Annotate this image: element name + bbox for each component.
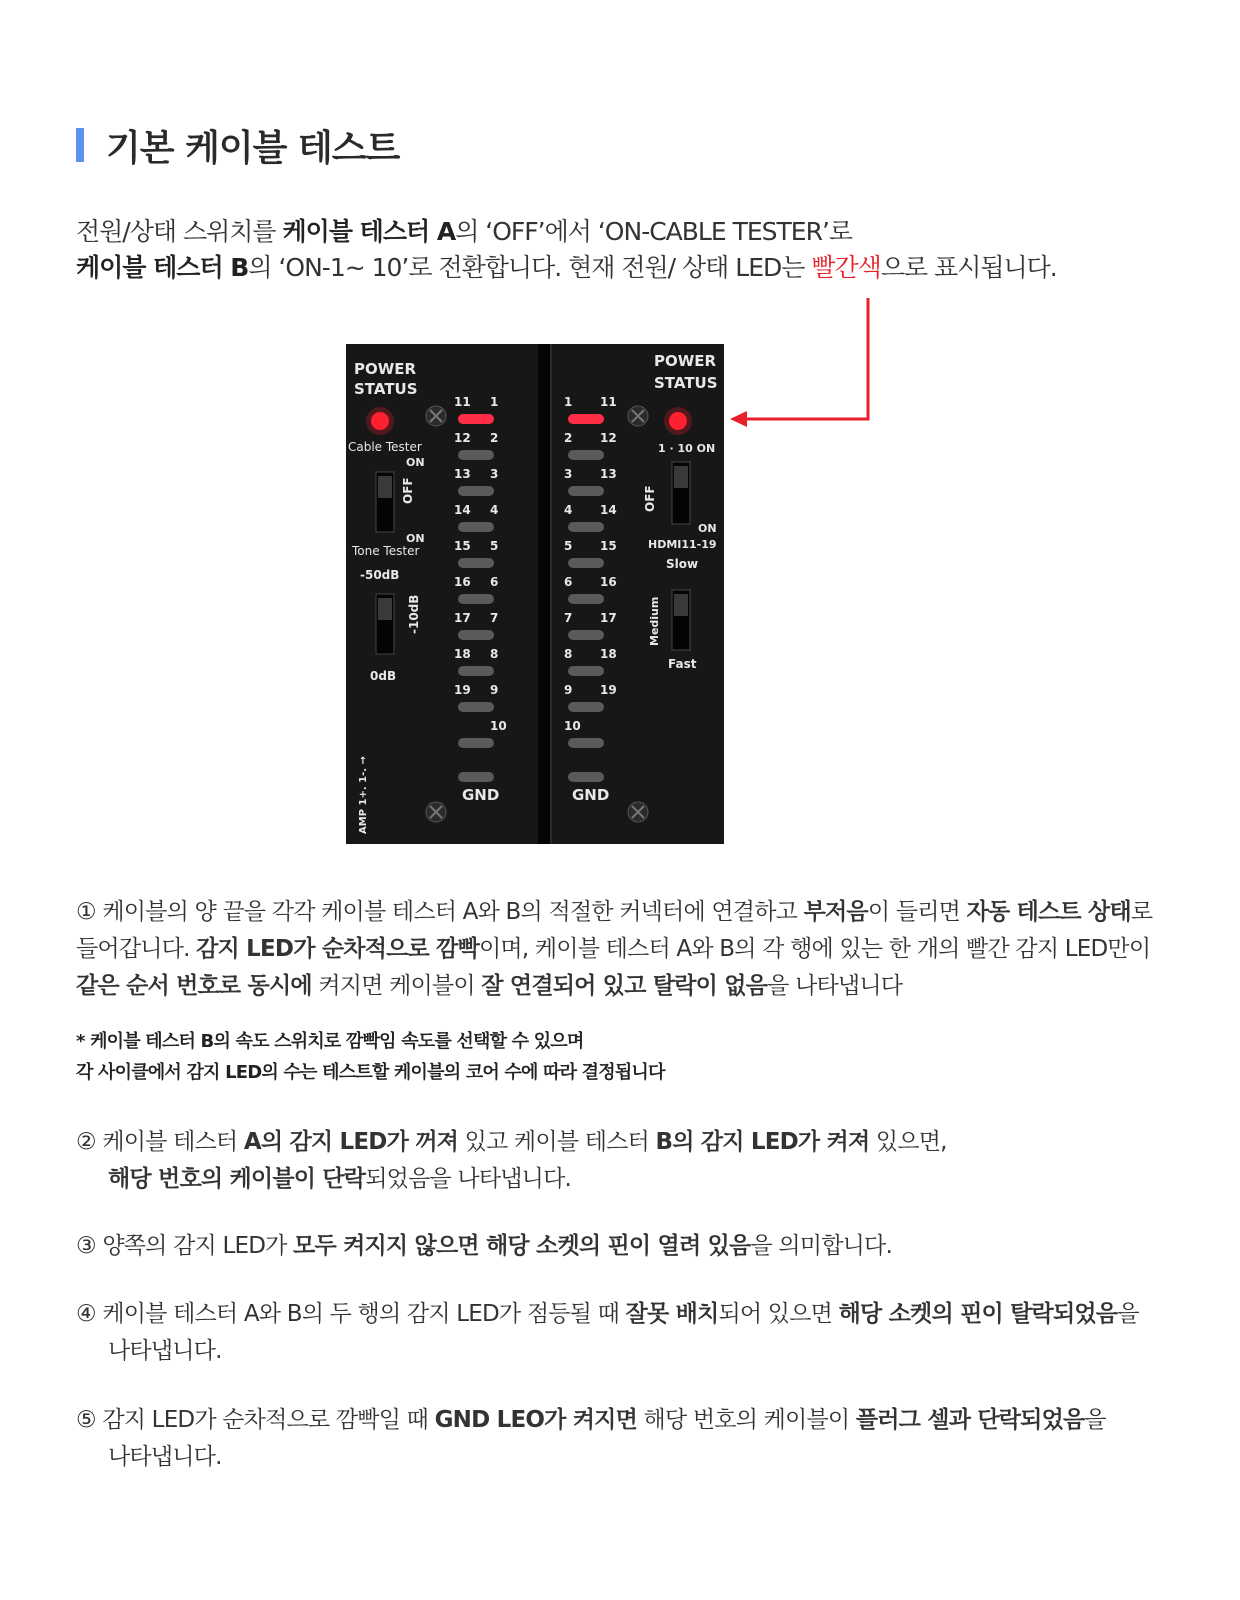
led-gnd <box>458 772 494 782</box>
medium-label: Medium <box>648 596 661 646</box>
page-title: 기본 케이블 테스트 <box>106 128 400 169</box>
item-emphasis: 잘 연결되어 있고 탈락이 없음 <box>481 973 768 999</box>
led-off <box>458 702 494 712</box>
item-text: 을 나타냅니다 <box>767 973 903 999</box>
intro-paragraph <box>76 214 1057 286</box>
item-text: ④ 케이블 테스터 A와 B의 두 행의 감지 LED가 점등될 때 <box>76 1301 626 1327</box>
led-number-label: 6 <box>490 575 499 589</box>
led-off <box>568 450 604 460</box>
cable-tester-label: Cable Tester <box>348 440 422 454</box>
led-number-label: 13 <box>600 467 617 481</box>
on-label: ON <box>698 522 717 535</box>
led-number-label: 14 <box>600 503 617 517</box>
led-number-label: 4 <box>490 503 499 517</box>
switch-knob <box>674 466 688 488</box>
led-off <box>568 666 604 676</box>
led-off <box>458 594 494 604</box>
led-number-label: 1 <box>490 395 499 409</box>
screw-icon <box>628 406 648 426</box>
item-text: 나타냅니다. <box>108 1444 222 1470</box>
item-emphasis: 잘못 배치 <box>625 1301 719 1327</box>
item-4 <box>76 1296 1139 1370</box>
led-number-label: 16 <box>600 575 617 589</box>
item-text: 을 의미합니다. <box>750 1233 892 1259</box>
on-range-label: 1 · 10 ON <box>658 442 716 455</box>
led-number-label: 5 <box>490 539 499 553</box>
led-number-label: 6 <box>564 575 573 589</box>
item-text: 되어 있으면 <box>718 1301 839 1327</box>
led-off <box>568 486 604 496</box>
on-label: ON <box>406 532 425 545</box>
power-label: POWER <box>354 360 417 378</box>
item-emphasis: 같은 순서 번호로 동시에 <box>76 973 312 999</box>
led-number-label: 11 <box>600 395 617 409</box>
hdmi-label: HDMI11-19 <box>648 538 717 551</box>
item-emphasis: A의 감지 LED가 꺼져 <box>243 1129 459 1155</box>
cable-tester-photo <box>346 344 724 844</box>
item-text: 들어갑니다. <box>76 936 197 962</box>
item-emphasis: 해당 소켓의 핀이 탈락되었음 <box>838 1301 1118 1327</box>
led-off <box>568 594 604 604</box>
led-off <box>458 486 494 496</box>
intro-text: 의 ‘ON-1~ 10’로 전환합니다. 현재 전원/ 상태 LED는 <box>248 253 812 282</box>
item-3 <box>76 1228 892 1265</box>
led-number-label: 15 <box>600 539 617 553</box>
led-number-label: 19 <box>600 683 617 697</box>
led-number-label: 9 <box>564 683 573 697</box>
led-number-label: 4 <box>564 503 573 517</box>
led-number-label: 17 <box>600 611 617 625</box>
led-number-label: 11 <box>454 395 471 409</box>
status-label: STATUS <box>354 380 418 398</box>
led-number-label: 7 <box>564 611 573 625</box>
led-off <box>568 630 604 640</box>
item-text: 이며, 케이블 테스터 A와 B의 각 행에 있는 한 개의 빨간 감지 LED만이 <box>479 936 1151 962</box>
led-off <box>568 702 604 712</box>
db-label: -10dB <box>407 594 421 634</box>
note-line: * 케이블 테스터 B의 속도 스위치로 깜빡임 속도를 선택할 수 있으며 <box>76 1031 584 1052</box>
intro-text: 으로 표시됩니다. <box>880 253 1057 282</box>
switch-knob <box>378 476 392 498</box>
item-text: ② 케이블 테스터 <box>76 1129 244 1155</box>
led-number-label: 15 <box>454 539 471 553</box>
led-number-label: 18 <box>454 647 471 661</box>
led-number-label: 10 <box>564 719 581 733</box>
led-number-label: 14 <box>454 503 471 517</box>
item-emphasis: 감지 LED가 순차적으로 깜빡 <box>196 936 479 962</box>
item-text: ③ 양쪽의 감지 LED가 <box>76 1233 294 1259</box>
led-number-label: 17 <box>454 611 471 625</box>
screw-icon <box>426 802 446 822</box>
item-text: 있으면, <box>869 1129 947 1155</box>
led-off <box>568 738 604 748</box>
led-off <box>458 738 494 748</box>
item-text: 켜지면 케이블이 <box>311 973 482 999</box>
item-emphasis: 플러그 셀과 단락되었음 <box>855 1407 1085 1433</box>
led-off <box>458 450 494 460</box>
led-off <box>568 522 604 532</box>
led-number-label: 7 <box>490 611 499 625</box>
item-text: 해당 번호의 케이블이 <box>637 1407 856 1433</box>
item-1 <box>76 894 1152 1005</box>
led-off <box>458 630 494 640</box>
led-number-label: 8 <box>564 647 573 661</box>
status-label: STATUS <box>654 374 718 392</box>
led-number-label: 2 <box>490 431 499 445</box>
intro-emphasis: 케이블 테스터 B <box>76 253 249 282</box>
screw-icon <box>426 406 446 426</box>
led-off <box>458 522 494 532</box>
switch-knob <box>378 598 392 620</box>
led-number-label: 9 <box>490 683 499 697</box>
db-label: 0dB <box>370 669 397 683</box>
led-off <box>458 558 494 568</box>
item-text: 을 <box>1084 1407 1106 1433</box>
item-5 <box>76 1402 1106 1476</box>
item-2 <box>76 1124 947 1198</box>
item-text: ① 케이블의 양 끝을 각각 케이블 테스터 A와 B의 적절한 커넥터에 연결하고 <box>76 899 804 925</box>
led-lit <box>568 414 604 424</box>
title-accent-bar <box>76 128 84 162</box>
led-number-label: 2 <box>564 431 573 445</box>
led-off <box>568 558 604 568</box>
item-text: 나타냅니다. <box>108 1338 222 1364</box>
led-number-label: 13 <box>454 467 471 481</box>
led-off <box>458 666 494 676</box>
speed-note <box>76 1026 665 1088</box>
led-number-label: 12 <box>600 431 617 445</box>
led-lit <box>458 414 494 424</box>
tone-tester-label: Tone Tester <box>352 544 420 558</box>
screw-icon <box>628 802 648 822</box>
item-emphasis: GND LEO가 켜지면 <box>434 1407 637 1433</box>
gnd-label: GND <box>462 786 500 804</box>
intro-text: 의 ‘OFF’에서 ‘ON-CABLE TESTER’로 <box>455 217 853 246</box>
amp-label: AMP 1+. 1-. → <box>358 756 369 834</box>
slow-label: Slow <box>666 557 699 571</box>
fast-label: Fast <box>668 657 697 671</box>
item-text: 로 <box>1130 899 1153 925</box>
item-emphasis: 모두 켜지지 않으면 해당 소켓의 핀이 열려 있음 <box>293 1233 751 1259</box>
cable-tester-panel <box>346 344 724 844</box>
gnd-label: GND <box>572 786 610 804</box>
item-emphasis: 해당 번호의 케이블이 단락 <box>108 1166 366 1192</box>
item-text: ⑤ 감지 LED가 순차적으로 깜빡일 때 <box>76 1407 435 1433</box>
item-emphasis: 부저음 <box>803 899 868 925</box>
item-text: 되었음을 나타냅니다. <box>365 1166 572 1192</box>
led-number-label: 18 <box>600 647 617 661</box>
item-text: 이 들리면 <box>867 899 967 925</box>
power-label: POWER <box>654 352 717 370</box>
item-emphasis: 자동 테스트 상태 <box>966 899 1131 925</box>
led-number-label: 19 <box>454 683 471 697</box>
item-emphasis: B의 감지 LED가 켜져 <box>655 1129 870 1155</box>
note-line: 각 사이클에서 감지 LED의 수는 테스트할 케이블의 코어 수에 따라 결정됩니다 <box>76 1062 665 1083</box>
intro-line-1 <box>76 214 1057 250</box>
led-number-label: 10 <box>490 719 507 733</box>
status-led-glow <box>366 407 394 435</box>
off-label: OFF <box>401 477 415 504</box>
led-number-label: 3 <box>564 467 573 481</box>
on-label: ON <box>406 456 425 469</box>
led-number-label: 5 <box>564 539 573 553</box>
intro-emphasis: 케이블 테스터 A <box>282 217 456 246</box>
led-number-label: 8 <box>490 647 499 661</box>
led-number-label: 12 <box>454 431 471 445</box>
db-label: -50dB <box>360 568 400 582</box>
item-text: 있고 케이블 테스터 <box>458 1129 656 1155</box>
led-number-label: 1 <box>564 395 573 409</box>
status-led-glow <box>664 407 692 435</box>
intro-line-2 <box>76 250 1057 286</box>
item-text: 을 <box>1117 1301 1139 1327</box>
led-number-label: 3 <box>490 467 499 481</box>
off-label: OFF <box>643 485 657 512</box>
red-highlight: 빨간색 <box>811 253 881 282</box>
intro-text: 전원/상태 스위치를 <box>76 217 283 246</box>
led-number-label: 16 <box>454 575 471 589</box>
led-gnd <box>568 772 604 782</box>
switch-knob <box>674 594 688 616</box>
